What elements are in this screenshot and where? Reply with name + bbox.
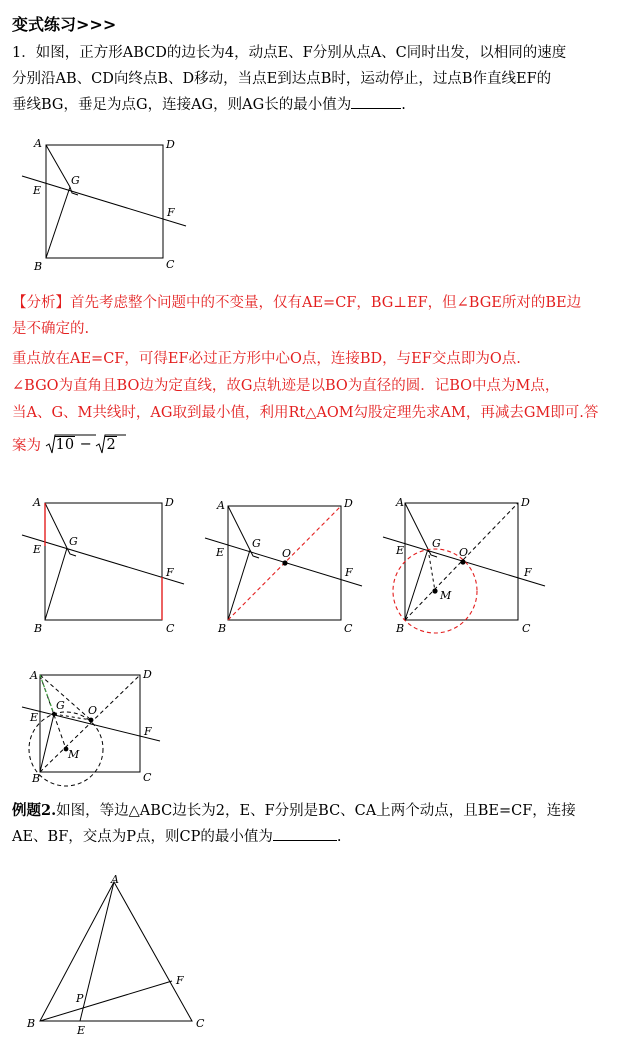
label-C: C <box>344 622 353 635</box>
label-B: B <box>218 622 227 635</box>
sqrt-2-radicand: 2 <box>106 436 116 453</box>
label-F: F <box>144 725 152 738</box>
label-F: F <box>176 974 184 987</box>
label-A: A <box>33 496 41 509</box>
section-title: 变式练习>>> <box>12 15 117 34</box>
label-F: F <box>166 566 174 579</box>
label-E: E <box>33 543 42 556</box>
label-E: E <box>77 1024 86 1037</box>
label-B: B <box>34 260 43 273</box>
label-D: D <box>143 668 152 681</box>
label-D: D <box>521 496 530 509</box>
label-A: A <box>217 499 225 512</box>
label-B: B <box>27 1017 36 1030</box>
label-C: C <box>522 622 531 635</box>
label-B: B <box>32 772 41 785</box>
label-M: M <box>68 748 80 761</box>
label-G: G <box>71 174 80 187</box>
analysis-line-2: 是不确定的. <box>12 321 90 337</box>
answer-minus: − <box>79 436 97 453</box>
label-A: A <box>30 669 38 682</box>
label-F: F <box>345 566 353 579</box>
label-C: C <box>166 258 175 271</box>
label-P: P <box>76 992 84 1005</box>
label-D: D <box>344 497 353 510</box>
label-B: B <box>34 622 43 635</box>
label-F: F <box>167 206 175 219</box>
label-A: A <box>396 496 404 509</box>
analysis-line-5: 当A、G、M共线时，AG取到最小值，利用Rt△AOM勾股定理先求AM，再减去GM即可.答 <box>12 405 599 421</box>
example-2-line-2-text: AE、BF，交点为P点，则CP的最小值为 <box>12 829 273 845</box>
label-C: C <box>143 771 152 784</box>
label-O: O <box>282 547 292 560</box>
label-A: A <box>34 137 42 150</box>
analysis-line-1: 【分析】首先考虑整个问题中的不变量，仅有AE=CF，BG⊥EF，但∠BGE所对的BE边 <box>12 295 582 311</box>
label-G: G <box>432 537 441 550</box>
label-D: D <box>165 496 174 509</box>
analysis-line-4: ∠BGO为直角且BO边为定直线，故G点轨迹是以BO为直径的圆．记BO中点为M点， <box>12 378 560 394</box>
label-A: A <box>111 873 119 886</box>
problem-1-line-3-end: . <box>401 97 406 113</box>
label-O: O <box>88 704 98 717</box>
label-M: M <box>440 589 452 602</box>
label-C: C <box>166 622 175 635</box>
problem-1-line-1: 1．如图，正方形ABCD的边长为4，动点E、F分别从点A、C同时出发，以相同的速度 <box>12 45 567 61</box>
label-G: G <box>69 535 78 548</box>
example-2-label: 例题2. <box>12 802 57 819</box>
problem-1-line-2: 分别沿AB、CD向终点B、D移动，当点E到达点B时，运动停止，过点B作直线EF的 <box>12 71 552 87</box>
label-E: E <box>396 544 405 557</box>
problem-1-line-3-text: 垂线BG，垂足为点G，连接AG，则AG长的最小值为 <box>12 97 352 113</box>
label-E: E <box>33 184 42 197</box>
answer-prefix: 案为 <box>12 438 41 454</box>
example-2-line-2-end: . <box>336 829 342 845</box>
label-G: G <box>56 699 65 712</box>
sqrt-10-radicand: 10 <box>55 436 75 453</box>
label-E: E <box>216 546 225 559</box>
label-C: C <box>196 1017 205 1030</box>
label-O: O <box>459 546 469 559</box>
label-E: E <box>30 711 39 724</box>
label-B: B <box>396 622 405 635</box>
label-F: F <box>524 566 532 579</box>
analysis-line-3: 重点放在AE=CF，可得EF必过正方形中心O点，连接BD，与EF交点即为O点. <box>12 351 521 367</box>
example-2-line-1-text: 如图，等边△ABC边长为2，E、F分别是BC、CA上两个动点，且BE=CF，连接 <box>56 803 576 819</box>
label-D: D <box>166 138 175 151</box>
label-G: G <box>252 537 261 550</box>
